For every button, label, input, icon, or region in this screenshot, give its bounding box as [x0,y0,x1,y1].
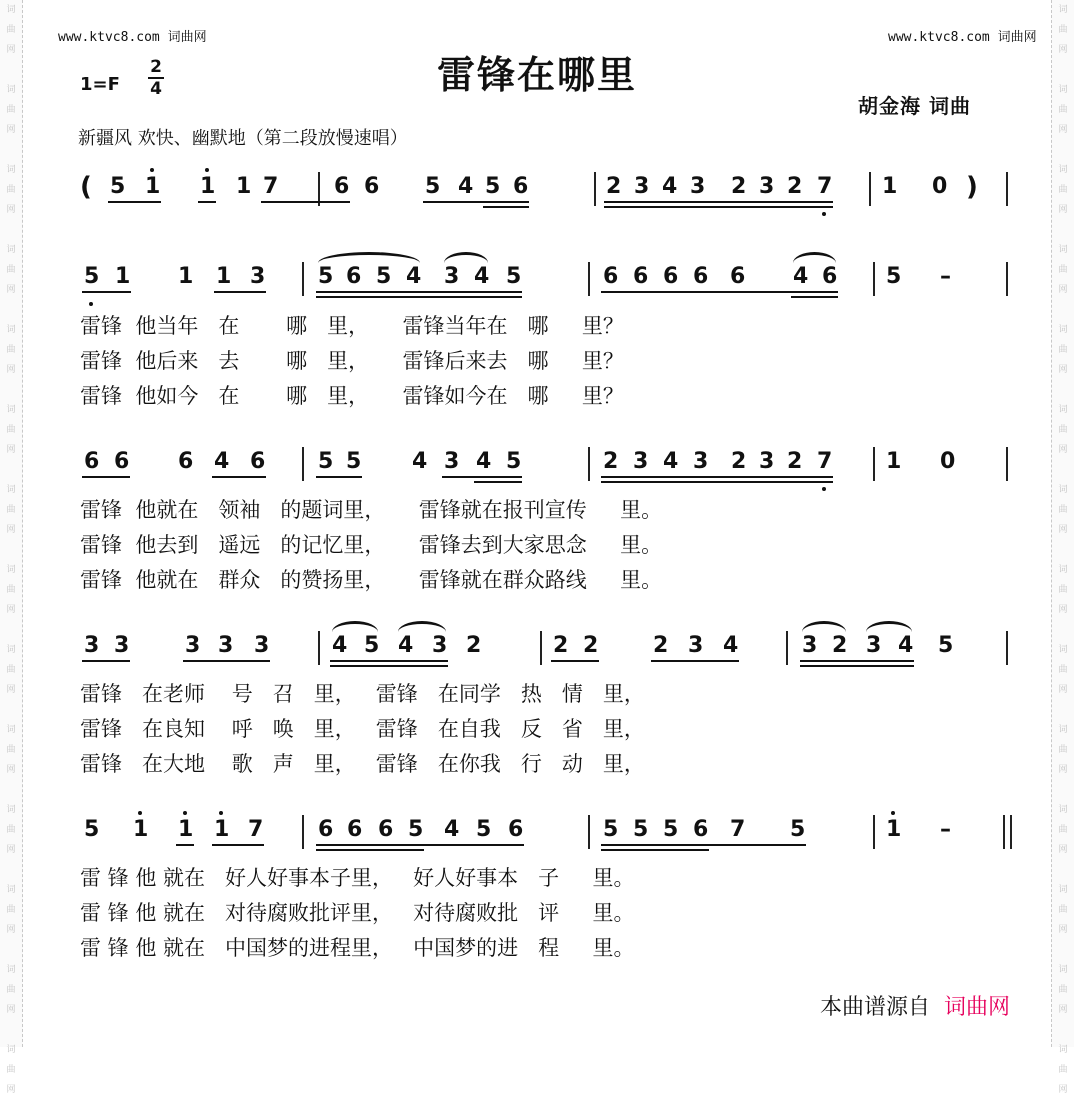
beam-underline [601,849,709,851]
notation-symbol: 7 [730,817,746,842]
notation-symbol: 4 [214,449,230,474]
beam-underline [791,296,838,298]
octave-dot-high [891,811,895,815]
song-title: 雷锋在哪里 [436,53,637,97]
notation-symbol: 6 [364,174,380,199]
slur-arc [332,621,378,632]
octave-dot-high [205,168,209,172]
notation-symbol: 4 [458,174,474,199]
bar-line [302,262,304,296]
notation-symbol: 2 [583,633,599,658]
beam-underline [316,476,362,478]
beam-underline [483,206,529,208]
beam-underline [601,291,838,293]
beam-underline [183,660,270,662]
slur-arc [444,252,488,263]
notation-symbol: 5 [408,817,424,842]
octave-dot-low [89,302,93,306]
notation-symbol: 6 [513,174,529,199]
bar-line [1006,262,1008,296]
bar-line [1006,172,1008,206]
notation-symbol: 6 [250,449,266,474]
slur-arc [866,621,912,632]
author: 胡金海 词曲 [858,94,971,118]
octave-dot-high [138,811,142,815]
bar-line [1010,815,1012,849]
beam-underline [212,476,266,478]
notation-symbol: – [940,817,951,842]
notation-symbol: 0 [932,174,948,199]
notation-symbol: 5 [425,174,441,199]
notation-symbol: 7 [817,174,833,199]
notation-symbol: 6 [114,449,130,474]
notation-symbol: 3 [114,633,130,658]
beam-underline [551,660,599,662]
notation-symbol: 6 [378,817,394,842]
notation-symbol: 5 [506,264,522,289]
left-margin-watermark: 词 曲 网 词 曲 网 词 曲 网 词 曲 网 词 曲 网 词 曲 网 词 曲 网 词 曲 网 词 曲 网 词 曲 网 词 曲 网 词 曲 网 词 曲 网 词 曲 网 [0,0,23,1047]
notation-symbol: 3 [432,633,448,658]
source-label: 本曲谱源自 [820,995,931,1020]
bar-line [594,172,596,206]
notation-symbol: 3 [218,633,234,658]
notation-symbol: 6 [508,817,524,842]
notation-symbol: 7 [263,174,279,199]
notation-symbol: 2 [731,174,747,199]
notation-symbol: 1 [133,817,149,842]
notation-symbol: 3 [633,449,649,474]
notation-symbol: 5 [663,817,679,842]
beam-underline [214,291,266,293]
notation-symbol: 3 [634,174,650,199]
notation-symbol: 6 [334,174,350,199]
notation-symbol: 0 [940,449,956,474]
notation-symbol: 4 [723,633,739,658]
bar-line [873,262,875,296]
notation-symbol: 3 [250,264,266,289]
beam-underline [651,660,739,662]
notation-row-2 [0,449,1074,489]
slur-arc [802,621,846,632]
beam-underline [261,201,350,203]
notation-symbol: 6 [318,817,334,842]
notation-symbol: 4 [793,264,809,289]
beam-underline [423,201,529,203]
notation-symbol: 3 [693,449,709,474]
notation-symbol: 3 [444,264,460,289]
bar-line [588,447,590,481]
notation-symbol: 6 [633,264,649,289]
bar-line [1006,447,1008,481]
notation-symbol: 4 [332,633,348,658]
notation-symbol: 5 [318,449,334,474]
lyric-line: 雷锋 在老师 号 召 里， 雷锋 在同学 热 情 里， [80,682,645,706]
bar-line [1006,631,1008,665]
notation-symbol: 3 [866,633,882,658]
watermark-right: www.ktvc8.com 词曲网 [888,30,1037,45]
notation-symbol: 5 [506,449,522,474]
beam-underline [316,291,522,293]
notation-symbol: 3 [254,633,270,658]
lyric-line: 雷锋 他后来 去 哪 里， 雷锋后来去 哪 里？ [80,349,624,373]
source-credit [820,990,1010,1021]
notation-symbol: 3 [759,449,775,474]
watermark-left: www.ktvc8.com 词曲网 [58,30,207,45]
notation-symbol: 3 [759,174,775,199]
notation-symbol: 4 [398,633,414,658]
notation-symbol: 4 [412,449,428,474]
notation-symbol: 5 [318,264,334,289]
lyric-line: 雷锋 在良知 呼 唤 里， 雷锋 在自我 反 省 里， [80,717,645,741]
beam-underline [198,201,216,203]
notation-symbol: 2 [731,449,747,474]
lyric-line: 雷锋 在大地 歌 声 里， 雷锋 在你我 行 动 里， [80,752,645,776]
lyric-line: 雷 锋 他 就在 中国梦的进程里， 中国梦的进 程 里。 [80,936,635,960]
beam-underline [601,844,806,846]
bar-line [873,815,875,849]
notation-symbol: 3 [688,633,704,658]
bar-line [1003,815,1005,849]
notation-symbol: 5 [485,174,501,199]
notation-symbol: 1 [886,817,902,842]
notation-symbol: 1 [882,174,898,199]
notation-symbol: 4 [444,817,460,842]
notation-symbol: 6 [730,264,746,289]
notation-symbol: 4 [663,449,679,474]
notation-symbol: 5 [84,264,100,289]
slur-arc [793,252,836,263]
slur-arc [398,621,446,632]
notation-symbol: 2 [787,449,803,474]
notation-symbol: 6 [693,817,709,842]
octave-dot-low [822,487,826,491]
notation-row-4 [0,817,1074,857]
notation-symbol: 4 [898,633,914,658]
beam-underline [108,201,161,203]
lyric-line: 雷锋 他去到 遥远 的记忆里， 雷锋去到大家思念 里。 [80,533,663,557]
notation-symbol: 1 [145,174,161,199]
notation-symbol: 2 [603,449,619,474]
notation-symbol: 5 [84,817,100,842]
notation-symbol: 2 [466,633,482,658]
bar-line [588,815,590,849]
notation-symbol: 5 [110,174,126,199]
lyric-line: 雷 锋 他 就在 对待腐败批评里， 对待腐败批 评 里。 [80,901,635,925]
beam-underline [474,481,522,483]
bar-line [588,262,590,296]
notation-symbol: 2 [832,633,848,658]
notation-row-1 [0,264,1074,304]
octave-dot-high [219,811,223,815]
time-signature [146,58,166,98]
slur-arc [318,252,420,263]
notation-symbol: 1 [216,264,232,289]
notation-symbol: 3 [185,633,201,658]
intro-notation-row [0,174,1074,214]
notation-symbol: 1 [200,174,216,199]
meter-top: 2 [150,57,162,77]
bar-line [786,631,788,665]
notation-symbol: 2 [787,174,803,199]
notation-symbol: 3 [802,633,818,658]
beam-underline [176,844,194,846]
notation-symbol: 6 [346,264,362,289]
notation-symbol: 5 [364,633,380,658]
notation-symbol: 1 [236,174,252,199]
lyric-line: 雷锋 他就在 群众 的赞扬里， 雷锋就在群众路线 里。 [80,568,663,592]
lyric-line: 雷 锋 他 就在 好人好事本子里， 好人好事本 子 里。 [80,866,635,890]
bar-line [302,815,304,849]
beam-underline [316,844,524,846]
bar-line [540,631,542,665]
bar-line [869,172,871,206]
notation-symbol: 6 [347,817,363,842]
notation-symbol: 5 [603,817,619,842]
beam-underline [800,660,914,662]
beam-underline [800,665,914,667]
notation-symbol: 1 [115,264,131,289]
beam-underline [442,476,522,478]
notation-symbol: 5 [938,633,954,658]
notation-symbol: 6 [603,264,619,289]
notation-symbol: 6 [663,264,679,289]
notation-symbol: 4 [662,174,678,199]
notation-symbol: 5 [633,817,649,842]
notation-symbol: 4 [474,264,490,289]
beam-underline [604,201,833,203]
notation-symbol: 1 [214,817,230,842]
beam-underline [330,660,448,662]
beam-underline [316,296,522,298]
notation-symbol: 7 [248,817,264,842]
notation-symbol: ) [966,172,978,202]
notation-row-3 [0,633,1074,673]
notation-symbol: 4 [406,264,422,289]
notation-symbol: 5 [376,264,392,289]
notation-symbol: 6 [178,449,194,474]
source-site-link[interactable]: 词曲网 [944,995,1011,1020]
notation-symbol: 1 [886,449,902,474]
octave-dot-low [822,212,826,216]
notation-symbol: 5 [790,817,806,842]
notation-symbol: 2 [553,633,569,658]
lyric-line: 雷锋 他当年 在 哪 里， 雷锋当年在 哪 里？ [80,314,624,338]
beam-underline [212,844,264,846]
notation-symbol: 3 [690,174,706,199]
notation-symbol: 4 [476,449,492,474]
bar-line [318,631,320,665]
right-margin-watermark: 词 曲 网 词 曲 网 词 曲 网 词 曲 网 词 曲 网 词 曲 网 词 曲 网 词 曲 网 词 曲 网 词 曲 网 词 曲 网 词 曲 网 词 曲 网 词 曲 网 [1051,0,1074,1047]
notation-symbol: 5 [476,817,492,842]
notation-symbol: 2 [653,633,669,658]
notation-symbol: 1 [178,817,194,842]
lyric-line: 雷锋 他就在 领袖 的题词里， 雷锋就在报刊宣传 里。 [80,498,663,522]
key-signature: 1=F [80,74,120,95]
beam-underline [604,206,833,208]
notation-symbol: 3 [444,449,460,474]
bar-line [302,447,304,481]
notation-symbol: – [940,264,951,289]
beam-underline [82,660,130,662]
meter-bottom: 4 [150,79,162,99]
notation-symbol: 5 [346,449,362,474]
octave-dot-high [150,168,154,172]
notation-symbol: 1 [178,264,194,289]
lyric-line: 雷锋 他如今 在 哪 里， 雷锋如今在 哪 里？ [80,384,624,408]
style-marking: 新疆风 欢快、幽默地（第二段放慢速唱） [78,128,408,149]
octave-dot-high [183,811,187,815]
notation-symbol: 7 [817,449,833,474]
beam-underline [601,481,833,483]
notation-symbol: 6 [822,264,838,289]
beam-underline [601,476,833,478]
notation-symbol: ( [80,172,92,202]
notation-symbol: 6 [693,264,709,289]
notation-symbol: 2 [606,174,622,199]
beam-underline [82,476,130,478]
beam-underline [316,849,424,851]
beam-underline [82,291,131,293]
bar-line [873,447,875,481]
notation-symbol: 5 [886,264,902,289]
notation-symbol: 3 [84,633,100,658]
notation-symbol: 6 [84,449,100,474]
beam-underline [330,665,448,667]
